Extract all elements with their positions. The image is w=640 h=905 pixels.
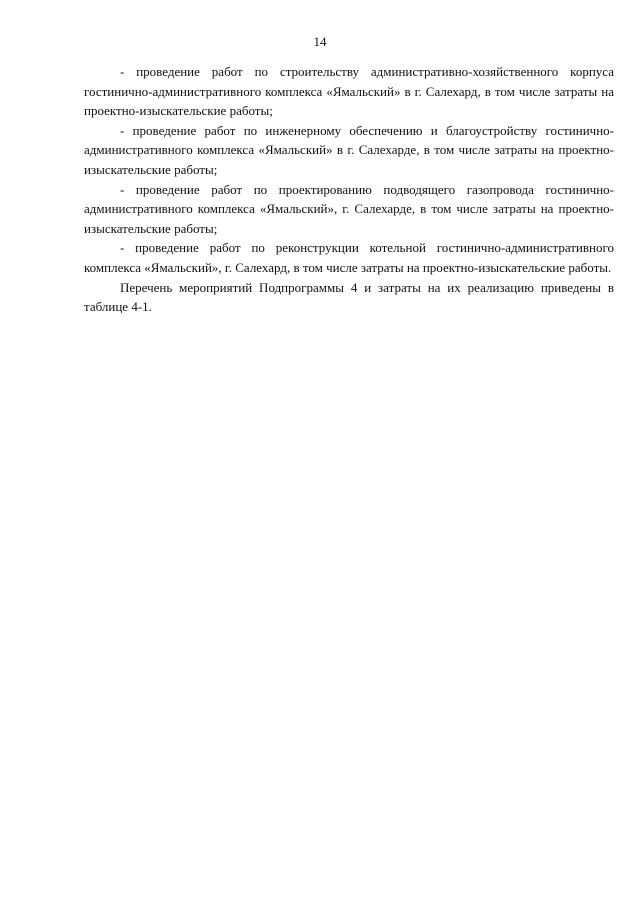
list-item-boiler-house: - проведение работ по реконструкции котельной гостинично-административного комплекса «Ямальский», г. Салехард, в том числе затраты на проектно-изыскательские работы. <box>84 240 614 275</box>
summary-paragraph: Перечень мероприятий Подпрограммы 4 и затраты на их реализацию приведены в таблице 4-1. <box>84 279 614 315</box>
list-item-construction: - проведение работ по строительству административно-хозяйственного корпуса гостинично-административного комплекса «Ямальский» в г. Салехард, в том числе затраты на проектно-изыскательские работы; <box>84 64 614 119</box>
list-item-engineering: - проведение работ по инженерному обеспечению и благоустройству гостинично-административного комплекса «Ямальский» в г. Салехарде, в том числе затраты на проектно-изыскательские работы; <box>84 122 614 177</box>
page-number: 14 <box>313 34 327 49</box>
document-body <box>84 62 614 317</box>
list-item-gas-pipeline: - проведение работ по проектированию подводящего газопровода гостинично-административного комплекса «Ямальский», г. Салехарде, в том числе затраты на проектно-изыскательские работы; <box>84 181 614 236</box>
